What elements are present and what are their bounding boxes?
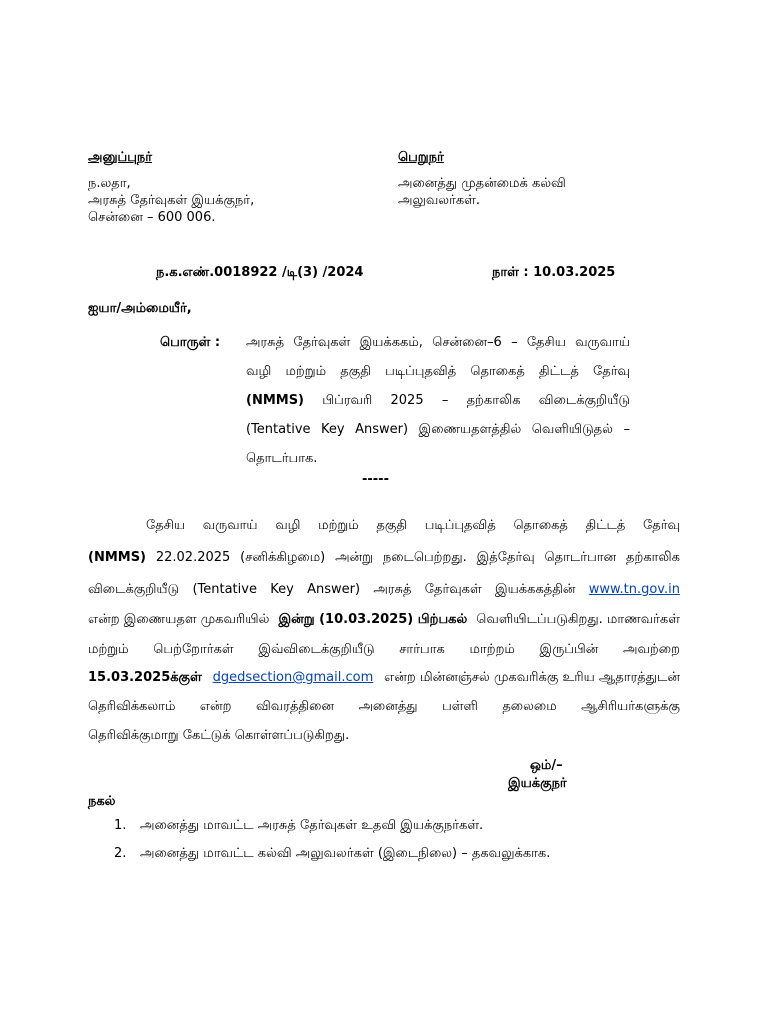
document-page: அனுப்புநர் ந.லதா, அரசுத் தேர்வுகள் இயக்குநர், சென்னை – 600 006. பெறுநர் அனைத்து முதன்மைக் கல்வி அலுவலர்கள். ந.க.எண்.0018922 /டி(3) /2024 நாள் : 10.03.2025 ஐயா/அம்மையீர், பொருள் : அரசுத் தேர்வுகள் இயக்ககம், சென்னை–6 – தேசிய வருவாய் வழி மற்றும் தகுதி படிப்புதவித் தொகைத் திட்டத் தேர்வு (NMMS) பிப்ரவரி 2025 – தற்காலிக விடைக்குறியீடு (Tentative Key Answer) இணையதளத்தில் வெளியிடுதல் – தொடர்பாக. ----- தேசிய வருவாய் வழி மற்றும் தகுதி படிப்புதவித் தொகைத் திட்டத் தேர்வு (NMMS) 22.02.2025 (சனிக்கிழமை) அன்று நடைபெற்றது. இத்தேர்வு தொடர்பான தற்காலிக விடைக்குறியீடு (Tentative Key Answer) அரசுத் தேர்வுகள் இயக்ககத்தின் www.tn.gov.in என்ற இணையதள முகவரியில் இன்று (10.03.2025) பிற்பகல் வெளியிடப்படுகிறது. மாணவர்கள் மற்றும் பெற்றோர்கள் இவ்விடைக்குறியீடு சார்பாக மாற்றம் இருப்பின் அவற்றை 15.03.2025க்குள் dgedsection@gmail.com என்ற மின்னஞ்சல் முகவரிக்கு உரிய ஆதாரத்துடன் தெரிவிக்கலாம் என்ற விவரத்தினை அனைத்து பள்ளி தலைமை ஆசிரியர்களுக்கு தெரிவிக்குமாறு கேட்டுக் கொள்ளப்படுகிறது. ஒம்/– இயக்குநர் நகல் 1. அனைத்து மாவட்ட அரசுத் தேர்வுகள் உதவி இயக்குநர்கள். 2. அனைத்து மாவட்ட கல்வி அலுவலர்கள் (இடைநிலை) – தகவலுக்காக.	[88, 150, 680, 861]
subject-separator: -----	[362, 472, 389, 487]
subject-label: பொருள் :	[160, 335, 221, 350]
reference-number: ந.க.எண்.0018922 /டி(3) /2024	[156, 265, 364, 280]
copy-item-1-number: 1.	[114, 818, 127, 833]
website-link[interactable]: www.tn.gov.in	[588, 582, 680, 597]
copy-item-1-text: அனைத்து மாவட்ட அரசுத் தேர்வுகள் உதவி இயக்குநர்கள்.	[140, 818, 484, 833]
recipient-line-2: அலுவலர்கள்.	[398, 193, 481, 208]
sender-designation: அரசுத் தேர்வுகள் இயக்குநர்,	[88, 193, 255, 208]
signature-signed: ஒம்/–	[530, 758, 563, 773]
reference-date: நாள் : 10.03.2025	[492, 265, 616, 280]
recipient-line-1: அனைத்து முதன்மைக் கல்வி	[398, 176, 566, 191]
sender-heading: அனுப்புநர்	[88, 150, 153, 165]
copy-item-2-text: அனைத்து மாவட்ட கல்வி அலுவலர்கள் (இடைநிலை) – தகவலுக்காக.	[140, 846, 551, 861]
sender-address: சென்னை – 600 006.	[88, 210, 216, 225]
sender-name: ந.லதா,	[88, 176, 131, 191]
copy-item-2-number: 2.	[114, 846, 127, 861]
body-paragraph: தேசிய வருவாய் வழி மற்றும் தகுதி படிப்புதவித் தொகைத் திட்டத் தேர்வு (NMMS) 22.02.2025 (சனிக்கிழமை) அன்று நடைபெற்றது. இத்தேர்வு தொடர்பான தற்காலிக விடைக்குறியீடு (Tentative Key Answer) அரசுத் தேர்வுகள் இயக்ககத்தின் www.tn.gov.in என்ற இணையதள முகவரியில் இன்று (10.03.2025) பிற்பகல் வெளியிடப்படுகிறது. மாணவர்கள் மற்றும் பெற்றோர்கள் இவ்விடைக்குறியீடு சார்பாக மாற்றம் இருப்பின் அவற்றை 15.03.2025க்குள் dgedsection@gmail.com என்ற மின்னஞ்சல் முகவரிக்கு உரிய ஆதாரத்துடன் தெரிவிக்கலாம் என்ற விவரத்தினை அனைத்து பள்ளி தலைமை ஆசிரியர்களுக்கு தெரிவிக்குமாறு கேட்டுக் கொள்ளப்படுகிறது.	[88, 518, 680, 743]
signature-title: இயக்குநர்	[508, 776, 567, 791]
recipient-heading: பெறுநர்	[398, 150, 444, 165]
copy-heading: நகல்	[88, 794, 116, 809]
salutation: ஐயா/அம்மையீர்,	[88, 301, 192, 316]
email-link[interactable]: dgedsection@gmail.com	[212, 670, 374, 685]
